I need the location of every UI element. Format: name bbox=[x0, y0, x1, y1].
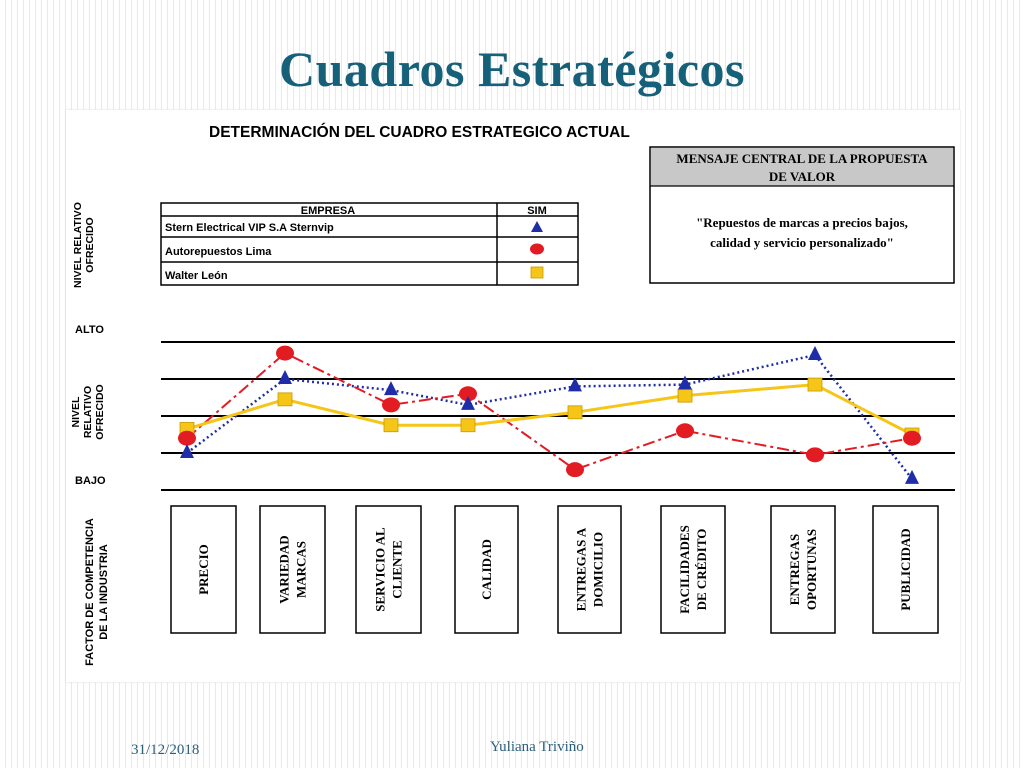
xlabel-line-2: DE LA INDUSTRIA bbox=[98, 544, 110, 640]
series-line-square bbox=[187, 385, 912, 435]
category-label: PRECIO bbox=[196, 544, 211, 595]
legend-entry-autorepuestos: Autorepuestos Lima bbox=[165, 246, 272, 258]
category-box bbox=[558, 506, 621, 633]
data-point-circle bbox=[566, 462, 584, 477]
category-label: VARIEDAD bbox=[276, 535, 292, 604]
category-label: MARCAS bbox=[293, 540, 309, 599]
legend bbox=[161, 203, 578, 285]
legend-entry-sternvip: Stern Electrical VIP S.A Sternvip bbox=[165, 222, 334, 234]
data-point-circle bbox=[806, 447, 824, 462]
ylabel-line-1: NIVEL bbox=[70, 396, 82, 428]
category-box bbox=[771, 506, 835, 633]
chart-panel bbox=[66, 110, 960, 682]
legend-ylabel-line-2: OFRECIDO bbox=[84, 217, 96, 273]
data-point-triangle bbox=[808, 346, 822, 360]
data-point-square bbox=[384, 419, 398, 432]
legend-entry-walter-leon: Walter León bbox=[165, 270, 228, 282]
legend-ylabel-line-1: NIVEL RELATIVO bbox=[72, 202, 84, 288]
footer-author: Yuliana Triviño bbox=[490, 739, 584, 755]
category-label: DE CRÉDITO bbox=[694, 528, 709, 611]
footer-date: 31/12/2018 bbox=[131, 742, 200, 758]
ylabel-line-3: OFRECIDO bbox=[94, 384, 106, 440]
xlabel-line-1: FACTOR DE COMPETENCIA bbox=[84, 518, 96, 666]
category-label: OPORTUNAS bbox=[804, 528, 819, 611]
data-point-circle bbox=[178, 431, 196, 446]
data-point-square bbox=[461, 419, 475, 432]
message-header-line-2: DE VALOR bbox=[768, 169, 836, 184]
data-point-circle bbox=[676, 423, 694, 438]
data-point-square bbox=[278, 393, 292, 406]
data-point-circle bbox=[903, 431, 921, 446]
data-point-square bbox=[568, 406, 582, 419]
data-point-triangle bbox=[278, 370, 292, 384]
message-body-line-1: "Repuestos de marcas a precios bajos, bbox=[696, 215, 908, 230]
category-label: SERVICIO AL bbox=[372, 527, 388, 612]
legend-circle-marker bbox=[530, 244, 544, 255]
data-point-circle bbox=[276, 346, 294, 361]
category-label: DOMICILIO bbox=[590, 531, 606, 608]
legend-header-symbol: SIM bbox=[527, 205, 547, 217]
message-body-line-2: calidad y servicio personalizado" bbox=[710, 235, 894, 250]
category-label: CLIENTE bbox=[389, 540, 405, 599]
data-point-square bbox=[808, 378, 822, 391]
ytick-high: ALTO bbox=[75, 324, 104, 336]
category-label: ENTREGAS bbox=[787, 533, 802, 606]
ylabel-line-2: RELATIVO bbox=[82, 385, 94, 439]
category-label: ENTREGAS A bbox=[573, 527, 589, 612]
category-box bbox=[661, 506, 725, 633]
category-label: PUBLICIDAD bbox=[898, 528, 913, 611]
chart-title: DETERMINACIÓN DEL CUADRO ESTRATEGICO ACTUAL bbox=[209, 124, 630, 141]
category-label: FACILIDADES bbox=[677, 525, 692, 614]
strategy-canvas-chart bbox=[66, 110, 960, 682]
data-point-triangle bbox=[384, 381, 398, 395]
data-point-square bbox=[678, 389, 692, 402]
message-header-line-1: MENSAJE CENTRAL DE LA PROPUESTA bbox=[676, 151, 928, 166]
category-box bbox=[260, 506, 325, 633]
legend-square-marker bbox=[531, 267, 543, 278]
data-point-triangle bbox=[905, 470, 919, 484]
data-point-circle bbox=[382, 397, 400, 412]
legend-header-company: EMPRESA bbox=[300, 205, 356, 217]
category-label: CALIDAD bbox=[479, 539, 494, 600]
data-point-triangle bbox=[180, 444, 194, 458]
slide-title: Cuadros Estratégicos bbox=[278, 41, 745, 97]
ytick-low: BAJO bbox=[75, 475, 106, 487]
category-box bbox=[356, 506, 421, 633]
